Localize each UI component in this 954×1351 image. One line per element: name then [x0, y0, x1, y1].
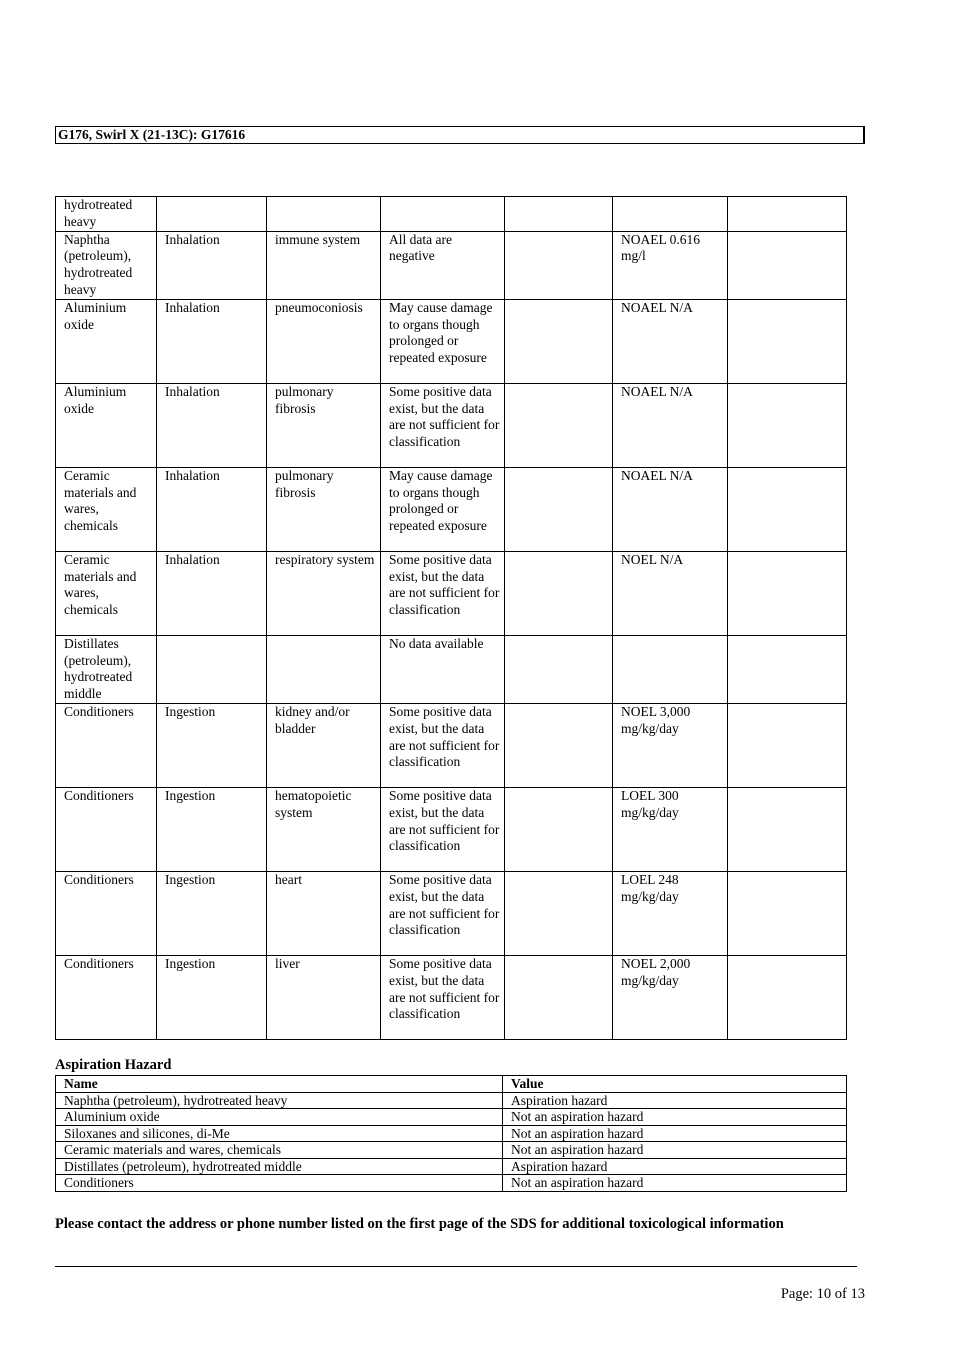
table-cell [728, 231, 847, 299]
table-cell: Some positive data exist, but the data are not sufficient for classification [381, 703, 505, 787]
table-cell [505, 635, 613, 703]
table-cell [157, 635, 267, 703]
table-cell: Inhalation [157, 299, 267, 383]
table-cell [381, 197, 505, 232]
table-row [56, 231, 847, 299]
table-cell: Some positive data exist, but the data are not sufficient for classification [381, 551, 505, 635]
table-cell [505, 299, 613, 383]
table-cell: NOEL 2,000 mg/kg/day [613, 955, 728, 1039]
hazard-value-cell: Aspiration hazard [503, 1158, 847, 1175]
table-cell [613, 197, 728, 232]
table-cell [505, 551, 613, 635]
table-row [56, 871, 847, 955]
table-cell: May cause damage to organs though prolonged or repeated exposure [381, 299, 505, 383]
table-cell: hydrotreated heavy [56, 197, 157, 232]
table-cell: NOAEL 0.616 mg/l [613, 231, 728, 299]
table-cell: Ingestion [157, 703, 267, 787]
target-organ-toxicity-table [55, 196, 847, 1040]
table-cell: immune system [267, 231, 381, 299]
table-cell: Aluminium oxide [56, 299, 157, 383]
hazard-value-cell: Aspiration hazard [503, 1092, 847, 1109]
table-cell: Some positive data exist, but the data are not sufficient for classification [381, 955, 505, 1039]
substance-name-cell: Naphtha (petroleum), hydrotreated heavy [56, 1092, 503, 1109]
table-row [56, 299, 847, 383]
table-cell [728, 635, 847, 703]
table-cell [505, 197, 613, 232]
substance-name-cell: Conditioners [56, 1175, 503, 1192]
table-cell [728, 197, 847, 232]
table-row [56, 955, 847, 1039]
table-cell [728, 299, 847, 383]
table-cell [505, 703, 613, 787]
table-row [56, 1175, 847, 1192]
table-cell: NOAEL N/A [613, 467, 728, 551]
table-cell [613, 635, 728, 703]
table-row [56, 1142, 847, 1159]
table-cell: kidney and/or bladder [267, 703, 381, 787]
table-cell: Aluminium oxide [56, 383, 157, 467]
page-number: Page: 10 of 13 [780, 1286, 865, 1302]
table-cell [505, 871, 613, 955]
table-cell: NOEL 3,000 mg/kg/day [613, 703, 728, 787]
table-cell: NOAEL N/A [613, 299, 728, 383]
table-row [56, 467, 847, 551]
substance-name-cell: Siloxanes and silicones, di-Me [56, 1125, 503, 1142]
table-cell [728, 703, 847, 787]
table-row [56, 551, 847, 635]
table-cell [505, 955, 613, 1039]
table-cell: pneumoconiosis [267, 299, 381, 383]
table-row [56, 703, 847, 787]
table-cell [505, 383, 613, 467]
table-row [56, 383, 847, 467]
table-cell: Conditioners [56, 955, 157, 1039]
table-cell: hematopoietic system [267, 787, 381, 871]
table-cell: NOAEL N/A [613, 383, 728, 467]
table-cell: Ingestion [157, 955, 267, 1039]
hazard-value-cell: Not an aspiration hazard [503, 1125, 847, 1142]
column-header-value: Value [503, 1076, 847, 1093]
table-cell: Ingestion [157, 871, 267, 955]
table-row [56, 1092, 847, 1109]
footer-divider [55, 1266, 857, 1267]
document-title: G176, Swirl X (21-13C): G17616 [58, 127, 246, 142]
table-cell [728, 871, 847, 955]
table-cell: Naphtha (petroleum), hydrotreated heavy [56, 231, 157, 299]
document-header [55, 126, 865, 144]
table-row [56, 787, 847, 871]
table-cell: LOEL 300 mg/kg/day [613, 787, 728, 871]
table-row [56, 197, 847, 232]
table-cell: Inhalation [157, 383, 267, 467]
table-cell: NOEL N/A [613, 551, 728, 635]
substance-name-cell: Ceramic materials and wares, chemicals [56, 1142, 503, 1159]
table-cell [267, 197, 381, 232]
table-cell: Some positive data exist, but the data are not sufficient for classification [381, 787, 505, 871]
contact-note: Please contact the address or phone number listed on the first page of the SDS for additional toxicological information [55, 1216, 784, 1232]
aspiration-hazard-table [55, 1075, 847, 1192]
table-cell: Ceramic materials and wares, chemicals [56, 467, 157, 551]
table-cell [505, 231, 613, 299]
table-row [56, 1158, 847, 1175]
table-cell [728, 551, 847, 635]
table-cell: Inhalation [157, 231, 267, 299]
table-cell [728, 787, 847, 871]
table-cell: pulmonary fibrosis [267, 383, 381, 467]
hazard-value-cell: Not an aspiration hazard [503, 1142, 847, 1159]
table-cell: May cause damage to organs though prolonged or repeated exposure [381, 467, 505, 551]
column-header-name: Name [56, 1076, 503, 1093]
table-cell [728, 467, 847, 551]
table-cell: Conditioners [56, 871, 157, 955]
table-cell: Conditioners [56, 703, 157, 787]
table-header-row [56, 1076, 847, 1093]
table-cell [728, 955, 847, 1039]
table-cell [728, 383, 847, 467]
table-cell: Ingestion [157, 787, 267, 871]
aspiration-hazard-heading: Aspiration Hazard [55, 1057, 172, 1073]
table-row [56, 635, 847, 703]
substance-name-cell: Distillates (petroleum), hydrotreated middle [56, 1158, 503, 1175]
table-cell: Ceramic materials and wares, chemicals [56, 551, 157, 635]
table-row [56, 1125, 847, 1142]
table-cell: Some positive data exist, but the data are not sufficient for classification [381, 871, 505, 955]
table-cell [505, 787, 613, 871]
table-cell [157, 197, 267, 232]
table-cell: Conditioners [56, 787, 157, 871]
table-row [56, 1109, 847, 1126]
table-cell: Distillates (petroleum), hydrotreated middle [56, 635, 157, 703]
hazard-value-cell: Not an aspiration hazard [503, 1175, 847, 1192]
table-cell: Inhalation [157, 467, 267, 551]
table-cell: liver [267, 955, 381, 1039]
table-cell [505, 467, 613, 551]
table-cell: All data are negative [381, 231, 505, 299]
table-cell: LOEL 248 mg/kg/day [613, 871, 728, 955]
table-cell: respiratory system [267, 551, 381, 635]
table-cell: pulmonary fibrosis [267, 467, 381, 551]
table-cell: Inhalation [157, 551, 267, 635]
table-cell: No data available [381, 635, 505, 703]
substance-name-cell: Aluminium oxide [56, 1109, 503, 1126]
table-cell [267, 635, 381, 703]
table-cell: Some positive data exist, but the data are not sufficient for classification [381, 383, 505, 467]
table-cell: heart [267, 871, 381, 955]
hazard-value-cell: Not an aspiration hazard [503, 1109, 847, 1126]
